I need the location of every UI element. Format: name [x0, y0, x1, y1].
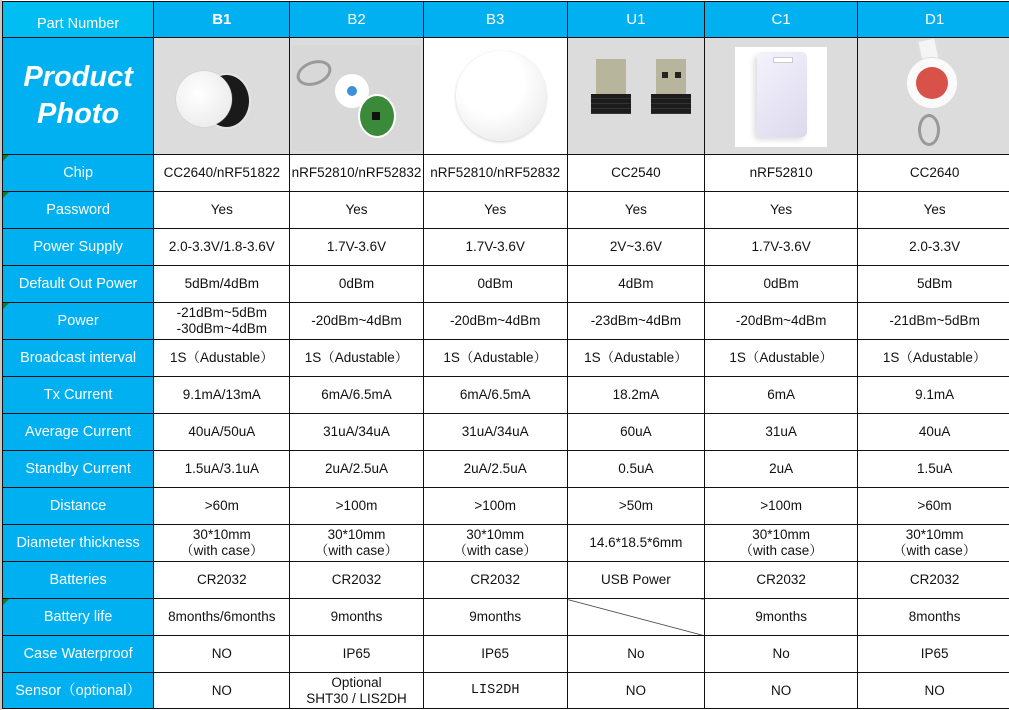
- cell-standby-current-b1[interactable]: 1.5uA/3.1uA: [154, 451, 290, 488]
- cell-case-waterproof-b3[interactable]: IP65: [423, 636, 567, 673]
- beacon-spec-table: [2, 1, 1009, 709]
- cell-batteries-b1[interactable]: CR2032: [154, 562, 290, 599]
- cell-average-current-b1[interactable]: 40uA/50uA: [154, 414, 290, 451]
- cell-diameter-thickness-b1[interactable]: 30*10mm （with case）: [154, 525, 290, 562]
- table-row-batteries: [3, 562, 1009, 599]
- round-beacon-open-pcb-photo-icon: [154, 39, 289, 154]
- table-row-battery-life: [3, 599, 1009, 636]
- lanyard-button-beacon-photo-icon: [858, 39, 1009, 154]
- cell-broadcast-interval-u1[interactable]: 1S（Adustable）: [567, 340, 704, 377]
- table-row-average-current: [3, 414, 1009, 451]
- row-header-distance[interactable]: Distance: [3, 488, 154, 525]
- cell-batteries-b2[interactable]: CR2032: [290, 562, 423, 599]
- product-photo-label-line1: Product: [23, 61, 133, 93]
- cell-distance-d1[interactable]: >60m: [858, 488, 1009, 525]
- keychain-beacon-pcb-photo-icon: [290, 39, 422, 154]
- cell-password-u1[interactable]: Yes: [567, 192, 704, 229]
- cell-standby-current-d1[interactable]: 1.5uA: [858, 451, 1009, 488]
- cell-average-current-c1[interactable]: 31uA: [705, 414, 858, 451]
- cell-average-current-b3[interactable]: 31uA/34uA: [423, 414, 567, 451]
- cell-sensor-u1[interactable]: NO: [567, 673, 704, 709]
- cell-power-u1[interactable]: -23dBm~4dBm: [567, 303, 704, 340]
- cell-distance-c1[interactable]: >100m: [705, 488, 858, 525]
- cell-battery-life-d1[interactable]: 8months: [858, 599, 1009, 636]
- cell-battery-life-b2[interactable]: 9months: [290, 599, 423, 636]
- card-beacon-photo-icon: [705, 39, 857, 154]
- cell-standby-current-u1[interactable]: 0.5uA: [567, 451, 704, 488]
- corner-cell[interactable]: [3, 2, 154, 38]
- table-row-chip: [3, 155, 1009, 192]
- cell-distance-b3[interactable]: >100m: [423, 488, 567, 525]
- row-header-password[interactable]: Password: [3, 192, 154, 229]
- cell-chip-d1[interactable]: CC2640: [858, 155, 1009, 192]
- cell-default-out-power-u1[interactable]: 4dBm: [567, 266, 704, 303]
- row-header-battery-life[interactable]: Battery life: [3, 599, 154, 636]
- cell-broadcast-interval-b1[interactable]: 1S（Adustable）: [154, 340, 290, 377]
- cell-default-out-power-c1[interactable]: 0dBm: [705, 266, 858, 303]
- corner-label: Part Number: [37, 15, 120, 32]
- cell-battery-life-b1[interactable]: 8months/6months: [154, 599, 290, 636]
- cell-power-b3[interactable]: -20dBm~4dBm: [423, 303, 567, 340]
- cell-tx-current-c1[interactable]: 6mA: [705, 377, 858, 414]
- cell-tx-current-b1[interactable]: 9.1mA/13mA: [154, 377, 290, 414]
- row-header-power-supply[interactable]: Power Supply: [3, 229, 154, 266]
- cell-distance-u1[interactable]: >50m: [567, 488, 704, 525]
- table-row-power: [3, 303, 1009, 340]
- cell-case-waterproof-b2[interactable]: IP65: [290, 636, 423, 673]
- photo-cell-c1[interactable]: [705, 38, 858, 155]
- table-row-default-out-power: [3, 266, 1009, 303]
- cell-sensor-b2[interactable]: Optional SHT30 / LIS2DH: [290, 673, 423, 709]
- table-row-tx-current: [3, 377, 1009, 414]
- column-header-b3[interactable]: B3: [423, 2, 567, 38]
- cell-distance-b1[interactable]: >60m: [154, 488, 290, 525]
- cell-tx-current-b3[interactable]: 6mA/6.5mA: [423, 377, 567, 414]
- cell-standby-current-b2[interactable]: 2uA/2.5uA: [290, 451, 423, 488]
- cell-sensor-b1[interactable]: NO: [154, 673, 290, 709]
- cell-password-b1[interactable]: Yes: [154, 192, 290, 229]
- cell-sensor-b3[interactable]: LIS2DH: [423, 673, 567, 709]
- cell-power-supply-b1[interactable]: 2.0-3.3V/1.8-3.6V: [154, 229, 290, 266]
- row-header-batteries[interactable]: Batteries: [3, 562, 154, 599]
- row-header-default-out-power[interactable]: Default Out Power: [3, 266, 154, 303]
- cell-case-waterproof-c1[interactable]: No: [705, 636, 858, 673]
- row-header-average-current[interactable]: Average Current: [3, 414, 154, 451]
- cell-power-supply-c1[interactable]: 1.7V-3.6V: [705, 229, 858, 266]
- comment-indicator-icon[interactable]: [3, 599, 9, 605]
- cell-battery-life-u1-not-applicable[interactable]: [567, 599, 704, 636]
- cell-default-out-power-b2[interactable]: 0dBm: [290, 266, 423, 303]
- cell-diameter-thickness-d1[interactable]: 30*10mm （with case）: [858, 525, 1009, 562]
- row-header-product-photo[interactable]: [3, 38, 154, 155]
- cell-chip-u1[interactable]: CC2540: [567, 155, 704, 192]
- cell-power-supply-d1[interactable]: 2.0-3.3V: [858, 229, 1009, 266]
- row-header-power[interactable]: Power: [3, 303, 154, 340]
- table-row-distance: [3, 488, 1009, 525]
- cell-default-out-power-b3[interactable]: 0dBm: [423, 266, 567, 303]
- row-header-sensor[interactable]: Sensor（optional）: [3, 673, 154, 709]
- cell-batteries-c1[interactable]: CR2032: [705, 562, 858, 599]
- cell-password-b2[interactable]: Yes: [290, 192, 423, 229]
- cell-batteries-u1[interactable]: USB Power: [567, 562, 704, 599]
- cell-standby-current-c1[interactable]: 2uA: [705, 451, 858, 488]
- table-row-password: [3, 192, 1009, 229]
- cell-broadcast-interval-c1[interactable]: 1S（Adustable）: [705, 340, 858, 377]
- cell-battery-life-c1[interactable]: 9months: [705, 599, 858, 636]
- photo-cell-b1[interactable]: [154, 38, 290, 155]
- cell-case-waterproof-u1[interactable]: No: [567, 636, 704, 673]
- row-header-diameter-thickness[interactable]: Diameter thickness: [3, 525, 154, 562]
- cell-broadcast-interval-d1[interactable]: 1S（Adustable）: [858, 340, 1009, 377]
- row-header-broadcast-interval[interactable]: Broadcast interval: [3, 340, 154, 377]
- cell-default-out-power-b1[interactable]: 5dBm/4dBm: [154, 266, 290, 303]
- cell-diameter-thickness-b2[interactable]: 30*10mm （with case）: [290, 525, 423, 562]
- cell-diameter-thickness-b3[interactable]: 30*10mm （with case）: [423, 525, 567, 562]
- cell-case-waterproof-b1[interactable]: NO: [154, 636, 290, 673]
- cell-power-d1[interactable]: -21dBm~5dBm: [858, 303, 1009, 340]
- comment-indicator-icon[interactable]: [3, 155, 9, 161]
- column-header-c1[interactable]: C1: [705, 2, 858, 38]
- table-row-power-supply: [3, 229, 1009, 266]
- cell-batteries-d1[interactable]: CR2032: [858, 562, 1009, 599]
- cell-sensor-c1[interactable]: NO: [705, 673, 858, 709]
- header-row: [3, 2, 1009, 38]
- cell-chip-c1[interactable]: nRF52810: [705, 155, 858, 192]
- table-row-broadcast-interval: [3, 340, 1009, 377]
- cell-chip-b1[interactable]: CC2640/nRF51822: [154, 155, 290, 192]
- photo-cell-b2[interactable]: [290, 38, 423, 155]
- cell-password-d1[interactable]: Yes: [858, 192, 1009, 229]
- cell-batteries-b3[interactable]: CR2032: [423, 562, 567, 599]
- row-header-tx-current[interactable]: Tx Current: [3, 377, 154, 414]
- cell-power-supply-u1[interactable]: 2V~3.6V: [567, 229, 704, 266]
- product-photo-label-line2: Photo: [37, 98, 120, 130]
- cell-password-c1[interactable]: Yes: [705, 192, 858, 229]
- cell-average-current-d1[interactable]: 40uA: [858, 414, 1009, 451]
- column-header-d1[interactable]: D1: [858, 2, 1009, 38]
- cell-standby-current-b3[interactable]: 2uA/2.5uA: [423, 451, 567, 488]
- cell-average-current-u1[interactable]: 60uA: [567, 414, 704, 451]
- cell-tx-current-u1[interactable]: 18.2mA: [567, 377, 704, 414]
- cell-power-c1[interactable]: -20dBm~4dBm: [705, 303, 858, 340]
- cell-broadcast-interval-b2[interactable]: 1S（Adustable）: [290, 340, 423, 377]
- cell-average-current-b2[interactable]: 31uA/34uA: [290, 414, 423, 451]
- cell-sensor-d1[interactable]: NO: [858, 673, 1009, 709]
- cell-power-b2[interactable]: -20dBm~4dBm: [290, 303, 423, 340]
- cell-power-supply-b2[interactable]: 1.7V-3.6V: [290, 229, 423, 266]
- cell-power-supply-b3[interactable]: 1.7V-3.6V: [423, 229, 567, 266]
- row-header-chip[interactable]: Chip: [3, 155, 154, 192]
- cell-power-b1[interactable]: -21dBm~5dBm -30dBm~4dBm: [154, 303, 290, 340]
- photo-cell-b3[interactable]: [423, 38, 567, 155]
- usb-dongle-beacon-photo-icon: [568, 39, 704, 154]
- table-row-case-waterproof: [3, 636, 1009, 673]
- cell-battery-life-b3[interactable]: 9months: [423, 599, 567, 636]
- white-round-beacon-photo-icon: [424, 39, 567, 154]
- comment-indicator-icon[interactable]: [3, 192, 9, 198]
- table-row-sensor: [3, 673, 1009, 709]
- cell-distance-b2[interactable]: >100m: [290, 488, 423, 525]
- cell-chip-b3[interactable]: nRF52810/nRF52832: [423, 155, 567, 192]
- table-row-standby-current: [3, 451, 1009, 488]
- table-row-diameter-thickness: [3, 525, 1009, 562]
- row-header-standby-current[interactable]: Standby Current: [3, 451, 154, 488]
- photo-cell-d1[interactable]: [858, 38, 1009, 155]
- row-header-case-waterproof[interactable]: Case Waterproof: [3, 636, 154, 673]
- cell-default-out-power-d1[interactable]: 5dBm: [858, 266, 1009, 303]
- photo-row: [3, 38, 1009, 155]
- column-header-b1[interactable]: B1: [154, 2, 290, 38]
- cell-chip-b2[interactable]: nRF52810/nRF52832: [290, 155, 423, 192]
- cell-tx-current-d1[interactable]: 9.1mA: [858, 377, 1009, 414]
- column-header-b2[interactable]: B2: [290, 2, 423, 38]
- cell-password-b3[interactable]: Yes: [423, 192, 567, 229]
- cell-tx-current-b2[interactable]: 6mA/6.5mA: [290, 377, 423, 414]
- cell-broadcast-interval-b3[interactable]: 1S（Adustable）: [423, 340, 567, 377]
- cell-diameter-thickness-c1[interactable]: 30*10mm （with case）: [705, 525, 858, 562]
- cell-diameter-thickness-u1[interactable]: 14.6*18.5*6mm: [567, 525, 704, 562]
- column-header-u1[interactable]: U1: [567, 2, 704, 38]
- photo-cell-u1[interactable]: [567, 38, 704, 155]
- comment-indicator-icon[interactable]: [3, 303, 9, 309]
- cell-case-waterproof-d1[interactable]: IP65: [858, 636, 1009, 673]
